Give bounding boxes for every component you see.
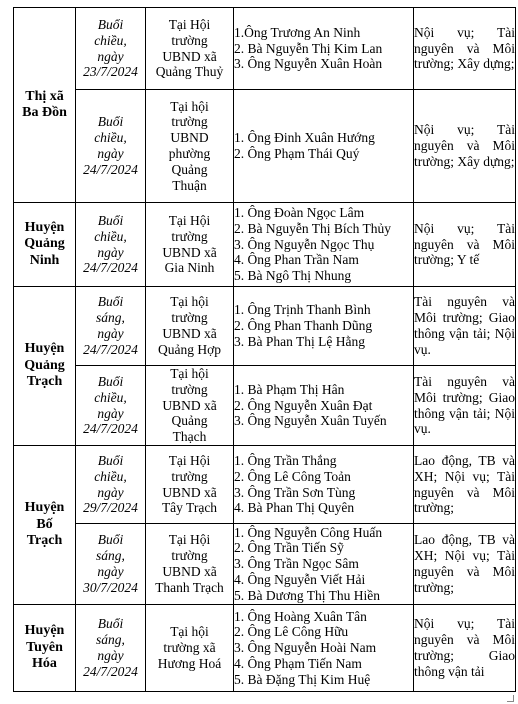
table-row bbox=[14, 605, 516, 692]
fields-cell: Tài nguyên và Môi trường; Giao thông vận tải; Nội vụ. bbox=[414, 366, 516, 446]
member-name: 3. Ông Nguyễn Xuân Tuyến bbox=[234, 413, 387, 429]
unit-cell: Huyện Bố Trạch bbox=[14, 446, 76, 605]
members-cell bbox=[234, 446, 414, 524]
members-cell bbox=[234, 287, 414, 366]
member-name: 2. Ông Lê Công Toản bbox=[234, 468, 351, 484]
members-cell bbox=[234, 366, 414, 446]
member-name: 3. Bà Phan Thị Lệ Hằng bbox=[234, 333, 365, 349]
member-name: 4. Bà Phan Thị Quyên bbox=[234, 500, 355, 516]
member-name: 3. Ông Nguyễn Ngọc Thụ bbox=[234, 236, 375, 252]
member-name: 1. Bà Phạm Thị Hân bbox=[234, 381, 345, 397]
time-cell: Buổi chiều, ngày 23/7/2024 bbox=[76, 8, 146, 90]
fields-cell: Nội vụ; Tài nguyên và Môi trường; Xây dựng; bbox=[414, 90, 516, 203]
member-name: 1.Ông Trương An Ninh bbox=[234, 24, 361, 40]
corner-mark bbox=[507, 695, 514, 702]
time-cell: Buổi chiều, ngày 24/7/2024 bbox=[76, 203, 146, 287]
member-name: 3. Ông Trần Sơn Tùng bbox=[234, 484, 356, 500]
place-cell: Tại hội trường UBND xã Quảng Thạch bbox=[146, 366, 234, 446]
member-name: 5. Bà Dương Thị Thu Hiền bbox=[234, 587, 380, 603]
place-cell: Tại Hội trường UBND xã Quảng Thuỷ bbox=[146, 8, 234, 90]
members-cell bbox=[234, 524, 414, 605]
table-row bbox=[14, 8, 516, 90]
place-cell: Tại Hội trường UBND xã Thanh Trạch bbox=[146, 524, 234, 605]
unit-cell: Huyện Tuyên Hóa bbox=[14, 605, 76, 692]
place-cell: Tại hội trường xã Hương Hoá bbox=[146, 605, 234, 692]
member-name: 1. Ông Đinh Xuân Hướng bbox=[234, 130, 375, 146]
time-cell: Buổi sáng, ngày 24/7/2024 bbox=[76, 605, 146, 692]
fields-cell: Nội vụ; Tài nguyên và Môi trường; Giao thông vận tải bbox=[414, 605, 516, 692]
fields-cell: Nội vụ; Tài nguyên và Môi trường; Y tế bbox=[414, 203, 516, 287]
table-row bbox=[14, 287, 516, 366]
member-name: 5. Bà Ngô Thị Nhung bbox=[234, 268, 352, 284]
member-name: 1. Ông Hoàng Xuân Tân bbox=[234, 608, 367, 624]
fields-cell: Lao động, TB và XH; Nội vụ; Tài nguyên và Môi trường; bbox=[414, 446, 516, 524]
fields-cell: Lao động, TB và XH; Nội vụ; Tài nguyên và Môi trường; bbox=[414, 524, 516, 605]
member-name: 2. Ông Nguyễn Xuân Đạt bbox=[234, 397, 373, 413]
member-name: 4. Ông Phan Trần Nam bbox=[234, 252, 359, 268]
members-cell bbox=[234, 203, 414, 287]
place-cell: Tại hội trường UBND phường Quảng Thuận bbox=[146, 90, 234, 203]
table-row bbox=[14, 524, 516, 605]
place-cell: Tại Hội trường UBND xã Tây Trạch bbox=[146, 446, 234, 524]
unit-cell: Huyện Quảng Trạch bbox=[14, 287, 76, 446]
unit-cell: Huyện Quảng Ninh bbox=[14, 203, 76, 287]
table-row bbox=[14, 90, 516, 203]
place-cell: Tại hội trường UBND xã Quảng Hợp bbox=[146, 287, 234, 366]
place-cell: Tại Hội trường UBND xã Gia Ninh bbox=[146, 203, 234, 287]
table-row bbox=[14, 446, 516, 524]
member-name: 3. Ông Nguyễn Xuân Hoàn bbox=[234, 56, 383, 72]
member-name: 3. Ông Trần Ngọc Sâm bbox=[234, 556, 359, 572]
members-cell bbox=[234, 90, 414, 203]
member-name: 5. Bà Đặng Thị Kim Huệ bbox=[234, 671, 371, 687]
member-name: 3. Ông Nguyễn Hoài Nam bbox=[234, 640, 377, 656]
member-name: 1. Ông Trần Thắng bbox=[234, 452, 337, 468]
fields-cell: Nội vụ; Tài nguyên và Môi trường; Xây dựng; bbox=[414, 8, 516, 90]
time-cell: Buổi sáng, ngày 30/7/2024 bbox=[76, 524, 146, 605]
time-cell: Buổi sáng, ngày 24/7/2024 bbox=[76, 287, 146, 366]
table-row bbox=[14, 203, 516, 287]
member-name: 1. Ông Nguyễn Công Huấn bbox=[234, 524, 383, 540]
member-name: 2. Ông Trần Tiến Sỹ bbox=[234, 540, 344, 556]
member-name: 2. Ông Phạm Thái Quý bbox=[234, 146, 360, 161]
unit-cell: Thị xã Ba Đồn bbox=[14, 8, 76, 203]
time-cell: Buổi chiều, ngày 24/7/2024 bbox=[76, 366, 146, 446]
member-name: 4. Ông Nguyễn Viết Hải bbox=[234, 571, 366, 587]
schedule-table bbox=[13, 7, 516, 692]
time-cell: Buổi chiều, ngày 29/7/2024 bbox=[76, 446, 146, 524]
member-name: 2. Bà Nguyễn Thị Kim Lan bbox=[234, 40, 383, 56]
member-name: 2. Ông Phan Thanh Dũng bbox=[234, 318, 373, 334]
time-cell: Buổi chiều, ngày 24/7/2024 bbox=[76, 90, 146, 203]
member-name: 1. Ông Đoàn Ngọc Lâm bbox=[234, 205, 365, 220]
member-name: 4. Ông Phạm Tiến Nam bbox=[234, 655, 362, 671]
fields-cell: Tài nguyên và Môi trường; Giao thông vận tải; Nội vụ. bbox=[414, 287, 516, 366]
members-cell bbox=[234, 605, 414, 692]
table-row bbox=[14, 366, 516, 446]
members-cell bbox=[234, 8, 414, 90]
member-name: 2. Ông Lê Công Hữu bbox=[234, 624, 349, 640]
member-name: 1. Ông Trịnh Thanh Bình bbox=[234, 302, 371, 318]
member-name: 2. Bà Nguyễn Thị Bích Thủy bbox=[234, 220, 391, 236]
